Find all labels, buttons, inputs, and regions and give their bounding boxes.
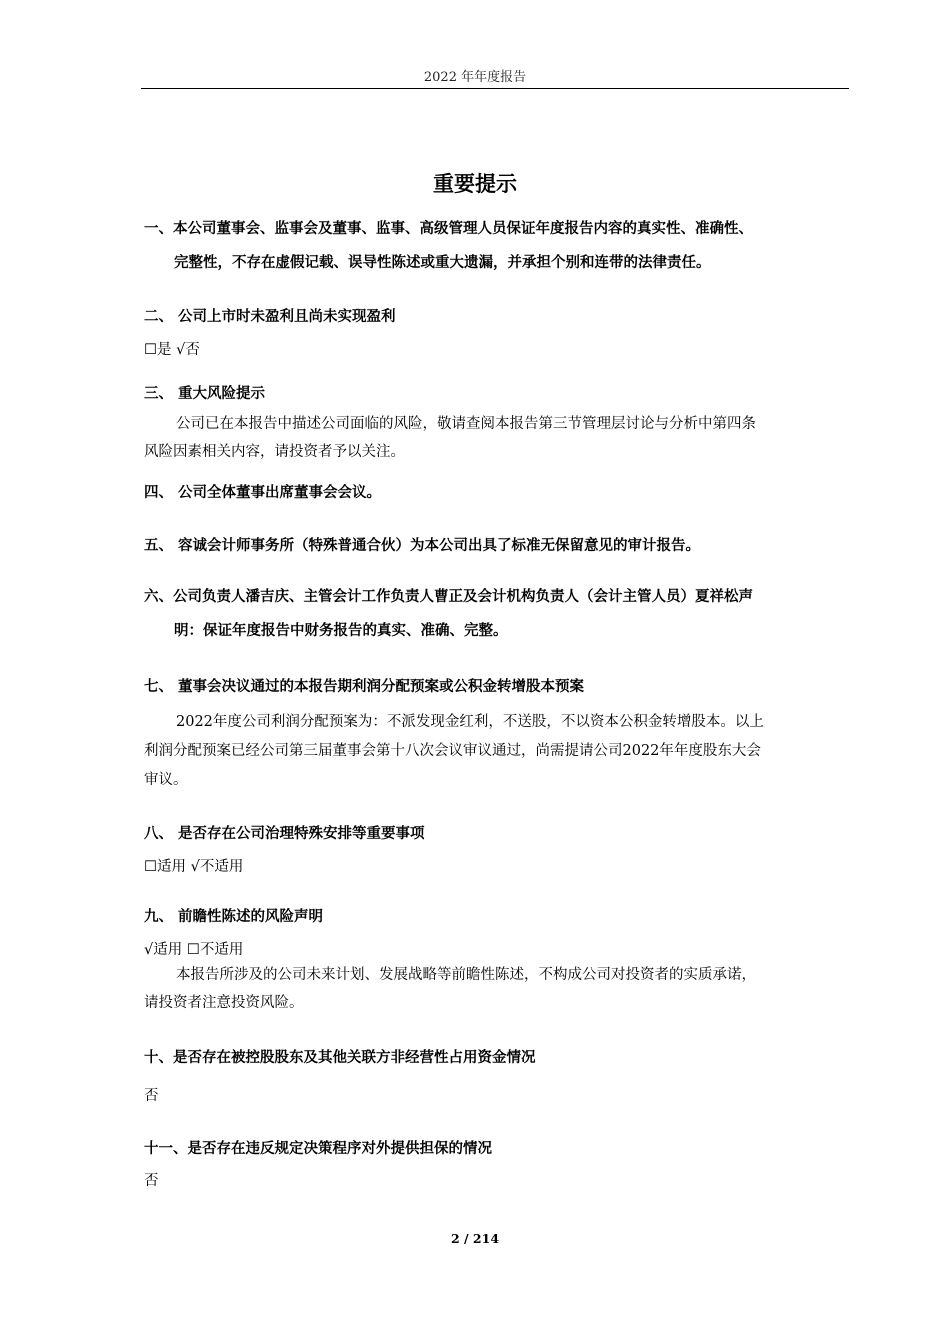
running-header: 2022 年年度报告 (423, 70, 527, 85)
section-6-line-2: 明：保证年度报告中财务报告的真实、准确、完整。 (174, 623, 508, 639)
section-6-line-1: 六、公司负责人潘吉庆、主管会计工作负责人曹正及会计机构负责人（会计主管人员）夏祥松声 (144, 589, 753, 605)
section-9-options: √适用 ☐不适用 (144, 942, 244, 958)
section-7-body-line-1: 2022年度公司利润分配预案为：不派发现金红利，不送股，不以资本公积金转增股本。以上 (176, 714, 764, 730)
section-1-line-2: 完整性，不存在虚假记载、误导性陈述或重大遗漏，并承担个别和连带的法律责任。 (174, 255, 711, 271)
section-8-heading: 八、 是否存在公司治理特殊安排等重要事项 (144, 826, 425, 842)
section-5-heading: 五、 容诚会计师事务所（特殊普通合伙）为本公司出具了标准无保留意见的审计报告。 (144, 538, 701, 554)
section-7-body-line-2: 利润分配预案已经公司第三届董事会第十八次会议审议通过，尚需提请公司2022年年度股东大会 (144, 743, 761, 759)
section-10-answer: 否 (144, 1088, 159, 1104)
section-6 (144, 580, 852, 648)
section-9-body-line-1: 本报告所涉及的公司未来计划、发展战略等前瞻性陈述，不构成公司对投资者的实质承诺， (176, 967, 756, 983)
section-7-heading: 七、 董事会决议通过的本报告期利润分配预案或公积金转增股本预案 (144, 679, 585, 695)
page-number: 2 / 214 (450, 1231, 500, 1246)
section-4-heading: 四、 公司全体董事出席董事会会议。 (144, 485, 382, 501)
section-9-body-line-2: 请投资者注意投资风险。 (144, 995, 304, 1011)
section-8-options: ☐适用 √不适用 (144, 859, 244, 875)
section-3-body-line-2: 风险因素相关内容，请投资者予以关注。 (144, 444, 405, 460)
header-rule (141, 88, 849, 89)
section-3-heading: 三、 重大风险提示 (144, 386, 266, 402)
section-7-body (144, 708, 852, 795)
section-10-heading: 十、是否存在被控股股东及其他关联方非经营性占用资金情况 (144, 1050, 536, 1066)
page-title: 重要提示 (433, 172, 517, 196)
section-1-line-1: 一、本公司董事会、监事会及董事、监事、高级管理人员保证年度报告内容的真实性、准确性、 (144, 221, 753, 237)
section-1 (144, 212, 852, 280)
section-9-heading: 九、 前瞻性陈述的风险声明 (144, 909, 324, 925)
section-7-body-line-3: 审议。 (144, 772, 188, 788)
section-2-options: ☐是 √否 (144, 342, 200, 358)
section-11-heading: 十一、是否存在违反规定决策程序对外提供担保的情况 (144, 1141, 492, 1157)
section-2-heading: 二、 公司上市时未盈利且尚未实现盈利 (144, 309, 396, 325)
section-3-body-line-1: 公司已在本报告中描述公司面临的风险，敬请查阅本报告第三节管理层讨论与分析中第四条 (176, 416, 756, 432)
section-9-body (144, 961, 852, 1017)
section-3-body (144, 410, 852, 466)
section-11-answer: 否 (144, 1173, 159, 1189)
